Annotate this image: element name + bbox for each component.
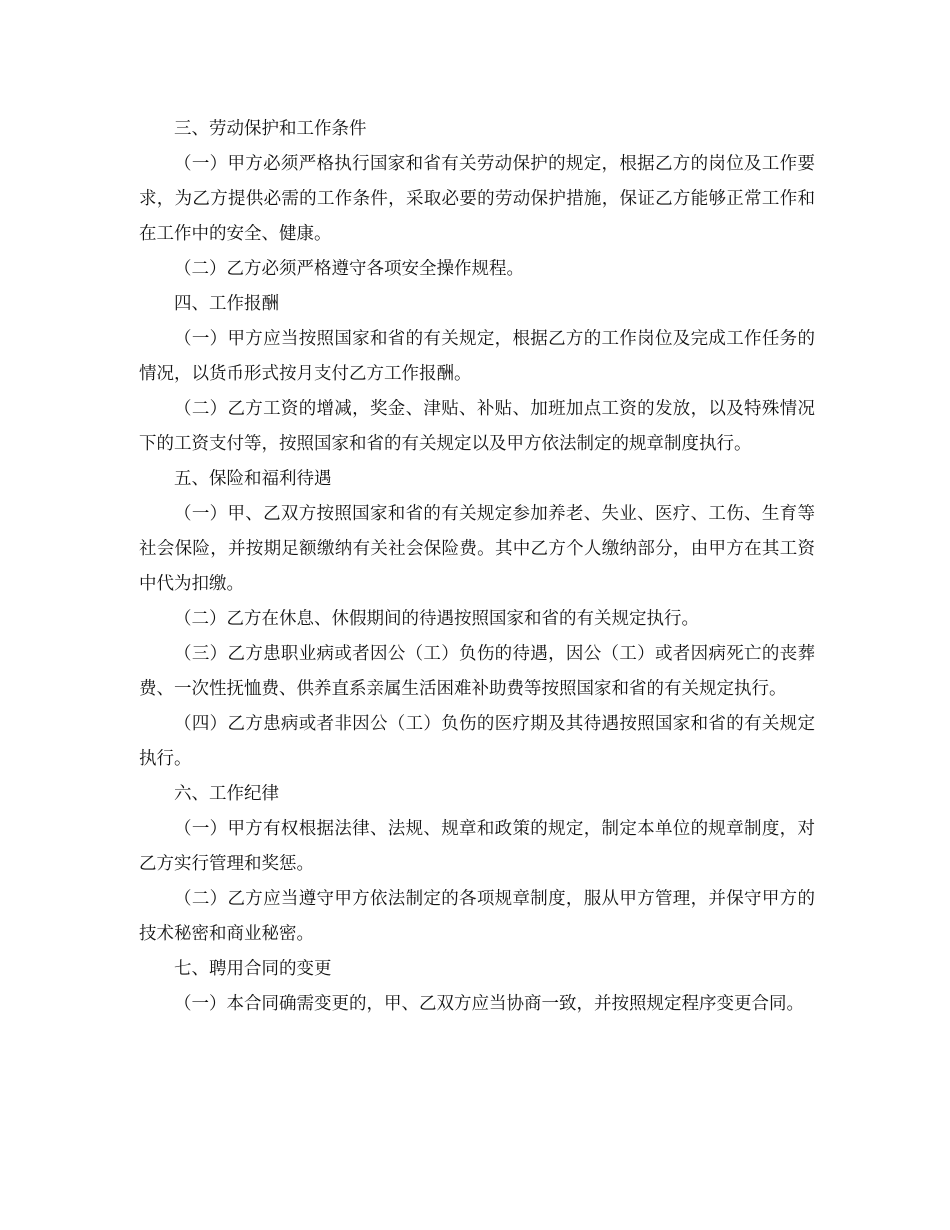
section-heading-work-discipline: 六、工作纪律: [174, 784, 279, 804]
document-body: [139, 112, 815, 1022]
paragraph: （二）乙方必须严格遵守各项安全操作规程。: [174, 259, 524, 279]
paragraph: （二）乙方在休息、休假期间的待遇按照国家和省的有关规定执行。: [174, 609, 699, 629]
section-heading-labor-protection: 三、劳动保护和工作条件: [174, 119, 367, 139]
paragraph: （二）乙方应当遵守甲方依法制定的各项规章制度，服从甲方管理，并保守甲方的技术秘密和商业秘密。: [139, 889, 815, 944]
paragraph: （一）本合同确需变更的，甲、乙双方应当协商一致，并按照规定程序变更合同。: [174, 994, 804, 1014]
paragraph: （三）乙方患职业病或者因公（工）负伤的待遇，因公（工）或者因病死亡的丧葬费、一次性抚恤费、供养直系亲属生活困难补助费等按照国家和省的有关规定执行。: [139, 644, 815, 699]
paragraph: （一）甲方有权根据法律、法规、规章和政策的规定，制定本单位的规章制度，对乙方实行管理和奖惩。: [139, 819, 815, 874]
paragraph: （四）乙方患病或者非因公（工）负伤的医疗期及其待遇按照国家和省的有关规定执行。: [139, 714, 815, 769]
section-heading-contract-change: 七、聘用合同的变更: [174, 959, 332, 979]
paragraph: （一）甲、乙双方按照国家和省的有关规定参加养老、失业、医疗、工伤、生育等社会保险，并按期足额缴纳有关社会保险费。其中乙方个人缴纳部分，由甲方在其工资中代为扣缴。: [139, 504, 815, 594]
section-heading-insurance-welfare: 五、保险和福利待遇: [174, 469, 332, 489]
paragraph: （二）乙方工资的增减，奖金、津贴、补贴、加班加点工资的发放，以及特殊情况下的工资支付等，按照国家和省的有关规定以及甲方依法制定的规章制度执行。: [139, 399, 815, 454]
paragraph: （一）甲方必须严格执行国家和省有关劳动保护的规定，根据乙方的岗位及工作要求，为乙方提供必需的工作条件，采取必要的劳动保护措施，保证乙方能够正常工作和在工作中的安全、健康。: [139, 154, 815, 244]
paragraph: （一）甲方应当按照国家和省的有关规定，根据乙方的工作岗位及完成工作任务的情况，以货币形式按月支付乙方工作报酬。: [139, 329, 815, 384]
section-heading-remuneration: 四、工作报酬: [174, 294, 279, 314]
